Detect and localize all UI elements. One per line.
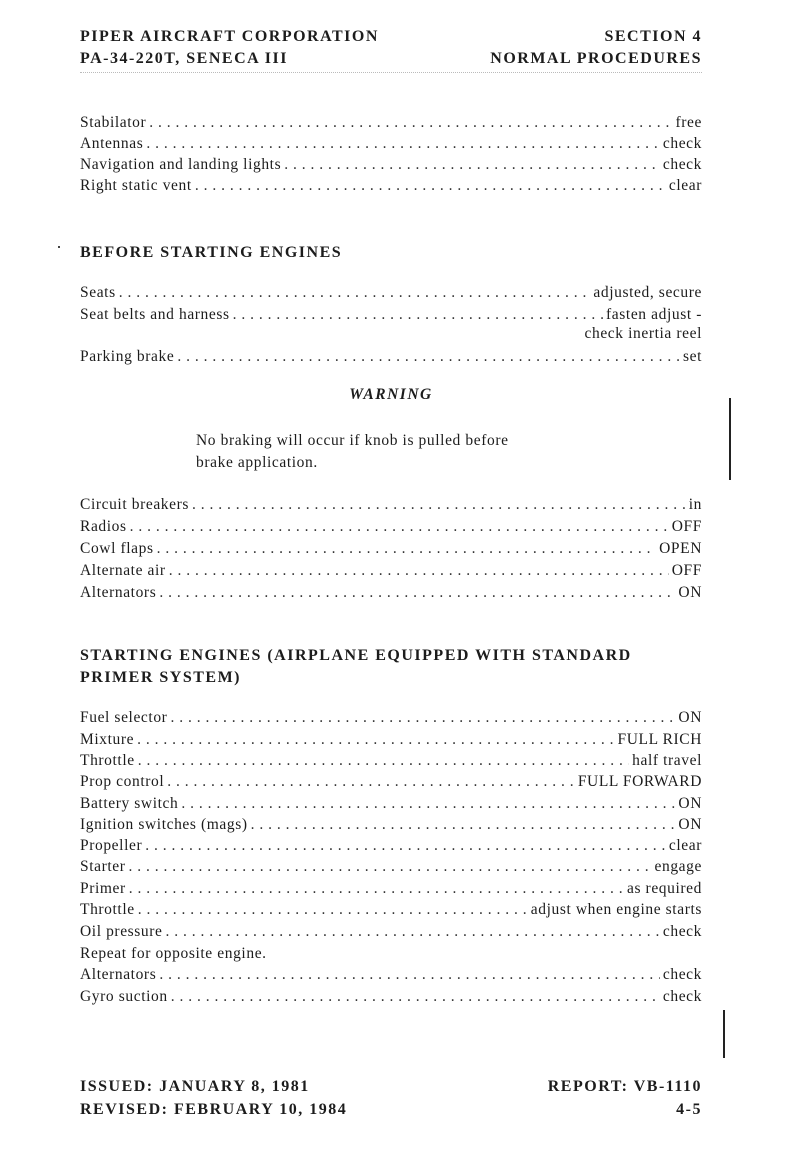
- heading-line: PRIMER SYSTEM): [80, 669, 242, 686]
- checklist-item: Alternators . . . ON: [80, 584, 702, 605]
- revised-date: REVISED: FEBRUARY 10, 1984: [80, 1101, 348, 1118]
- header-left: [80, 26, 379, 70]
- revision-bar: [729, 398, 731, 480]
- checklist-item: Alternators . . . check: [80, 966, 702, 987]
- repeat-note: Repeat for opposite engine.: [80, 945, 267, 962]
- footer-left: [80, 1075, 347, 1121]
- checklist-item: Fuel selector . . . ON: [80, 709, 702, 730]
- checklist-item: Propeller . . . clear: [80, 837, 702, 858]
- section-number: SECTION 4: [604, 28, 702, 45]
- checklist-item: Starter . . . engage: [80, 858, 702, 879]
- section-title: NORMAL PROCEDURES: [490, 50, 702, 67]
- header-right: [490, 26, 702, 70]
- checklist-item: Seats . . . adjusted, secure: [80, 284, 702, 305]
- heading-line: STARTING ENGINES (AIRPLANE EQUIPPED WITH STANDARD: [80, 647, 632, 664]
- checklist-continuation: check inertia reel: [584, 325, 702, 342]
- footer-right: [548, 1075, 702, 1121]
- checklist-item: Battery switch . . . ON: [80, 795, 702, 816]
- company-name: PIPER AIRCRAFT CORPORATION: [80, 28, 379, 45]
- checklist-item: Cowl flaps . . . OPEN: [80, 540, 702, 561]
- scan-speck: [58, 246, 60, 248]
- checklist-item: Right static vent . . . clear: [80, 177, 702, 198]
- checklist-item: Oil pressure . . . check: [80, 923, 702, 944]
- aircraft-model: PA-34-220T, SENECA III: [80, 50, 288, 67]
- checklist-item: Mixture . . . FULL RICH: [80, 731, 702, 752]
- checklist-item: Gyro suction . . . check: [80, 988, 702, 1009]
- warning-title: WARNING: [349, 386, 433, 403]
- checklist-item: Primer . . . as required: [80, 880, 702, 901]
- checklist-item: Antennas . . . check: [80, 135, 702, 156]
- checklist-item: Circuit breakers . . . in: [80, 496, 702, 517]
- checklist-item: Seat belts and harness . . . fasten adjust -: [80, 306, 702, 327]
- report-number: REPORT: VB-1110: [547, 1078, 702, 1095]
- checklist-item: Stabilator . . . free: [80, 114, 702, 135]
- revision-bar: [723, 1010, 725, 1058]
- checklist-item: Ignition switches (mags) . . . ON: [80, 816, 702, 837]
- header-rule: [80, 72, 702, 73]
- section-heading: BEFORE STARTING ENGINES: [80, 244, 343, 261]
- checklist-item: Throttle . . . half travel: [80, 752, 702, 773]
- warning-text: [196, 430, 616, 474]
- page-number: 4-5: [676, 1101, 702, 1118]
- checklist-item: Navigation and landing lights . . . check: [80, 156, 702, 177]
- checklist-item: Throttle . . . adjust when engine starts: [80, 901, 702, 922]
- checklist-item: Prop control . . . FULL FORWARD: [80, 773, 702, 794]
- warning-line: brake application.: [196, 454, 318, 471]
- warning-line: No braking will occur if knob is pulled before: [196, 432, 509, 449]
- issued-date: ISSUED: JANUARY 8, 1981: [80, 1078, 310, 1095]
- checklist-item: Parking brake . . . set: [80, 348, 702, 369]
- checklist-item: Radios . . . OFF: [80, 518, 702, 539]
- section-heading: [80, 645, 702, 689]
- checklist-item: Alternate air . . . OFF: [80, 562, 702, 583]
